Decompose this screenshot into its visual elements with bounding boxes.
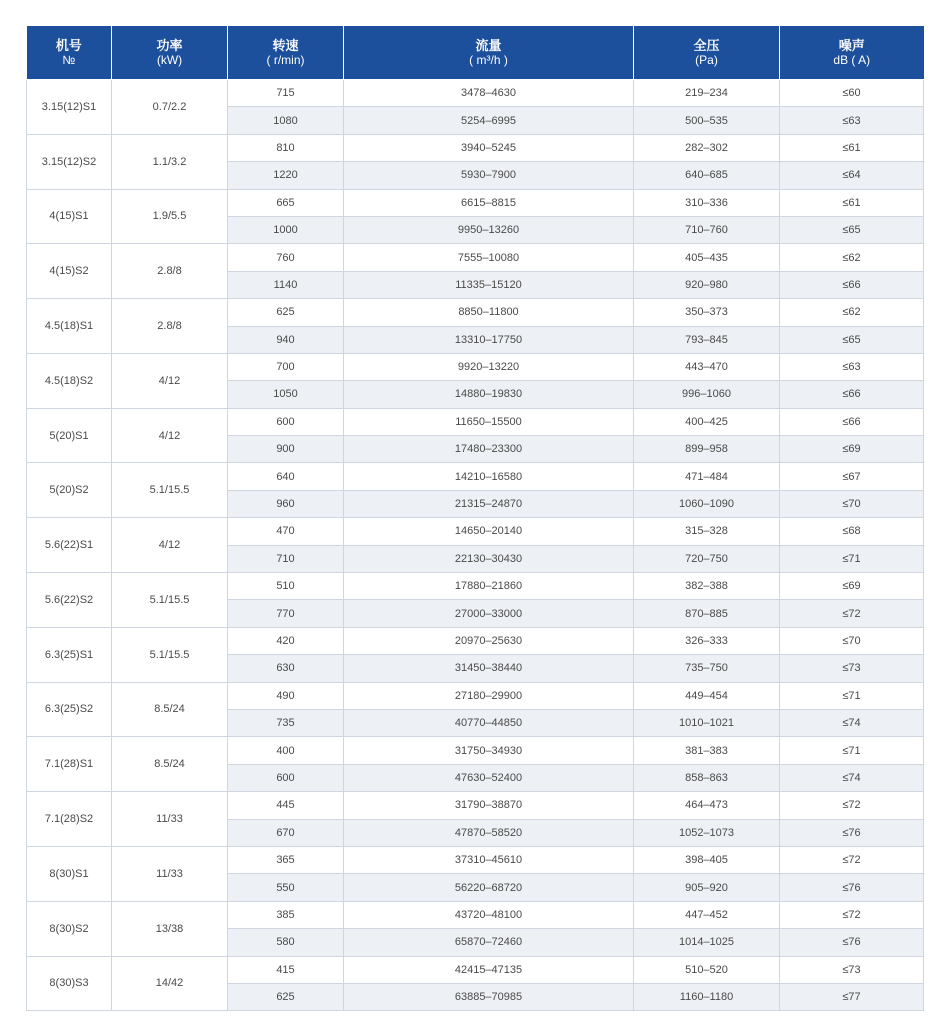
cell-flow: 20970–25630 — [344, 627, 634, 654]
cell-model: 5.6(22)S1 — [27, 518, 112, 573]
cell-speed: 700 — [228, 353, 344, 380]
cell-flow: 17880–21860 — [344, 573, 634, 600]
cell-pressure: 398–405 — [634, 846, 780, 873]
cell-noise: ≤72 — [780, 901, 924, 928]
cell-pressure: 326–333 — [634, 627, 780, 654]
cell-flow: 27000–33000 — [344, 600, 634, 627]
cell-noise: ≤71 — [780, 545, 924, 572]
cell-flow: 9920–13220 — [344, 353, 634, 380]
table-row — [27, 80, 924, 107]
table-row — [27, 792, 924, 819]
cell-power: 2.8/8 — [112, 244, 228, 299]
cell-flow: 43720–48100 — [344, 901, 634, 928]
cell-flow: 14210–16580 — [344, 463, 634, 490]
cell-noise: ≤61 — [780, 134, 924, 161]
cell-pressure: 471–484 — [634, 463, 780, 490]
cell-noise: ≤62 — [780, 244, 924, 271]
table-row — [27, 518, 924, 545]
cell-flow: 6615–8815 — [344, 189, 634, 216]
cell-model: 4.5(18)S1 — [27, 299, 112, 354]
table-row — [27, 353, 924, 380]
header-noise — [780, 26, 924, 80]
cell-pressure: 350–373 — [634, 299, 780, 326]
cell-speed: 640 — [228, 463, 344, 490]
cell-noise: ≤76 — [780, 874, 924, 901]
cell-flow: 21315–24870 — [344, 490, 634, 517]
cell-power: 8.5/24 — [112, 737, 228, 792]
cell-flow: 56220–68720 — [344, 874, 634, 901]
cell-flow: 37310–45610 — [344, 846, 634, 873]
table-row — [27, 956, 924, 983]
cell-model: 4.5(18)S2 — [27, 353, 112, 408]
cell-noise: ≤69 — [780, 573, 924, 600]
cell-model: 6.3(25)S2 — [27, 682, 112, 737]
cell-flow: 5254–6995 — [344, 107, 634, 134]
cell-noise: ≤62 — [780, 299, 924, 326]
cell-speed: 715 — [228, 80, 344, 107]
cell-flow: 7555–10080 — [344, 244, 634, 271]
cell-model: 8(30)S2 — [27, 901, 112, 956]
cell-speed: 810 — [228, 134, 344, 161]
cell-speed: 1080 — [228, 107, 344, 134]
cell-noise: ≤60 — [780, 80, 924, 107]
cell-noise: ≤65 — [780, 216, 924, 243]
table-row — [27, 901, 924, 928]
cell-flow: 14650–20140 — [344, 518, 634, 545]
cell-pressure: 500–535 — [634, 107, 780, 134]
cell-pressure: 735–750 — [634, 655, 780, 682]
cell-pressure: 920–980 — [634, 271, 780, 298]
table-row — [27, 682, 924, 709]
header-power — [112, 26, 228, 80]
cell-power: 4/12 — [112, 353, 228, 408]
cell-speed: 670 — [228, 819, 344, 846]
cell-noise: ≤69 — [780, 436, 924, 463]
cell-pressure: 858–863 — [634, 764, 780, 791]
cell-model: 3.15(12)S1 — [27, 80, 112, 135]
cell-speed: 1000 — [228, 216, 344, 243]
cell-model: 7.1(28)S2 — [27, 792, 112, 847]
header-model — [27, 26, 112, 80]
cell-pressure: 720–750 — [634, 545, 780, 572]
table-row — [27, 189, 924, 216]
cell-flow: 31450–38440 — [344, 655, 634, 682]
cell-flow: 3478–4630 — [344, 80, 634, 107]
cell-pressure: 464–473 — [634, 792, 780, 819]
cell-flow: 9950–13260 — [344, 216, 634, 243]
header-flow — [344, 26, 634, 80]
cell-model: 4(15)S1 — [27, 189, 112, 244]
cell-flow: 63885–70985 — [344, 983, 634, 1010]
cell-speed: 960 — [228, 490, 344, 517]
cell-pressure: 443–470 — [634, 353, 780, 380]
cell-flow: 14880–19830 — [344, 381, 634, 408]
table-row — [27, 408, 924, 435]
cell-noise: ≤72 — [780, 792, 924, 819]
cell-pressure: 1014–1025 — [634, 929, 780, 956]
cell-noise: ≤65 — [780, 326, 924, 353]
cell-power: 5.1/15.5 — [112, 627, 228, 682]
cell-pressure: 1010–1021 — [634, 709, 780, 736]
cell-pressure: 640–685 — [634, 162, 780, 189]
cell-speed: 710 — [228, 545, 344, 572]
header-speed-title: 转速 — [272, 37, 299, 53]
cell-flow: 3940–5245 — [344, 134, 634, 161]
table-row — [27, 244, 924, 271]
cell-pressure: 870–885 — [634, 600, 780, 627]
cell-noise: ≤67 — [780, 463, 924, 490]
table-row — [27, 134, 924, 161]
cell-flow: 47630–52400 — [344, 764, 634, 791]
cell-speed: 900 — [228, 436, 344, 463]
cell-flow: 22130–30430 — [344, 545, 634, 572]
cell-flow: 11650–15500 — [344, 408, 634, 435]
cell-speed: 665 — [228, 189, 344, 216]
cell-noise: ≤71 — [780, 737, 924, 764]
cell-noise: ≤66 — [780, 381, 924, 408]
header-model-title: 机号 — [55, 37, 82, 53]
table-row — [27, 299, 924, 326]
table-body — [27, 80, 924, 1011]
cell-flow: 11335–15120 — [344, 271, 634, 298]
cell-flow: 40770–44850 — [344, 709, 634, 736]
cell-pressure: 996–1060 — [634, 381, 780, 408]
cell-speed: 385 — [228, 901, 344, 928]
cell-model: 6.3(25)S1 — [27, 627, 112, 682]
cell-pressure: 1052–1073 — [634, 819, 780, 846]
header-pressure — [634, 26, 780, 80]
cell-pressure: 899–958 — [634, 436, 780, 463]
cell-flow: 5930–7900 — [344, 162, 634, 189]
cell-model: 7.1(28)S1 — [27, 737, 112, 792]
table-row — [27, 463, 924, 490]
cell-pressure: 449–454 — [634, 682, 780, 709]
table-row — [27, 846, 924, 873]
cell-noise: ≤73 — [780, 655, 924, 682]
cell-power: 2.8/8 — [112, 299, 228, 354]
cell-speed: 1140 — [228, 271, 344, 298]
cell-noise: ≤74 — [780, 764, 924, 791]
header-speed-unit: ( r/min) — [266, 52, 305, 67]
cell-speed: 630 — [228, 655, 344, 682]
cell-speed: 580 — [228, 929, 344, 956]
cell-speed: 510 — [228, 573, 344, 600]
cell-model: 8(30)S1 — [27, 846, 112, 901]
cell-power: 11/33 — [112, 846, 228, 901]
cell-pressure: 1160–1180 — [634, 983, 780, 1010]
cell-power: 4/12 — [112, 518, 228, 573]
cell-power: 11/33 — [112, 792, 228, 847]
cell-speed: 365 — [228, 846, 344, 873]
cell-model: 5.6(22)S2 — [27, 573, 112, 628]
cell-speed: 490 — [228, 682, 344, 709]
cell-flow: 65870–72460 — [344, 929, 634, 956]
header-pressure-title: 全压 — [693, 37, 720, 53]
cell-noise: ≤68 — [780, 518, 924, 545]
cell-pressure: 710–760 — [634, 216, 780, 243]
cell-speed: 400 — [228, 737, 344, 764]
cell-model: 4(15)S2 — [27, 244, 112, 299]
cell-noise: ≤72 — [780, 600, 924, 627]
header-flow-unit: ( m³/h ) — [469, 52, 508, 67]
cell-pressure: 310–336 — [634, 189, 780, 216]
cell-pressure: 793–845 — [634, 326, 780, 353]
cell-speed: 625 — [228, 983, 344, 1010]
cell-speed: 600 — [228, 408, 344, 435]
cell-power: 5.1/15.5 — [112, 463, 228, 518]
header-power-title: 功率 — [156, 37, 183, 53]
cell-model: 5(20)S1 — [27, 408, 112, 463]
cell-noise: ≤71 — [780, 682, 924, 709]
header-model-unit: № — [62, 52, 76, 67]
cell-power: 13/38 — [112, 901, 228, 956]
cell-pressure: 447–452 — [634, 901, 780, 928]
cell-speed: 625 — [228, 299, 344, 326]
cell-pressure: 400–425 — [634, 408, 780, 435]
cell-speed: 1220 — [228, 162, 344, 189]
fan-spec-table — [26, 26, 924, 1011]
cell-speed: 760 — [228, 244, 344, 271]
cell-model: 5(20)S2 — [27, 463, 112, 518]
cell-noise: ≤77 — [780, 983, 924, 1010]
cell-flow: 8850–11800 — [344, 299, 634, 326]
cell-power: 14/42 — [112, 956, 228, 1011]
cell-speed: 1050 — [228, 381, 344, 408]
cell-speed: 940 — [228, 326, 344, 353]
cell-noise: ≤74 — [780, 709, 924, 736]
cell-noise: ≤76 — [780, 819, 924, 846]
cell-pressure: 315–328 — [634, 518, 780, 545]
header-flow-title: 流量 — [475, 37, 502, 53]
cell-model: 8(30)S3 — [27, 956, 112, 1011]
cell-noise: ≤63 — [780, 107, 924, 134]
cell-speed: 770 — [228, 600, 344, 627]
cell-noise: ≤66 — [780, 271, 924, 298]
table-header — [27, 26, 924, 80]
cell-speed: 735 — [228, 709, 344, 736]
header-noise-title: 噪声 — [838, 37, 865, 53]
header-speed — [228, 26, 344, 80]
cell-speed: 420 — [228, 627, 344, 654]
cell-noise: ≤63 — [780, 353, 924, 380]
cell-pressure: 382–388 — [634, 573, 780, 600]
cell-noise: ≤76 — [780, 929, 924, 956]
cell-power: 5.1/15.5 — [112, 573, 228, 628]
cell-flow: 17480–23300 — [344, 436, 634, 463]
cell-pressure: 282–302 — [634, 134, 780, 161]
table-row — [27, 737, 924, 764]
cell-pressure: 1060–1090 — [634, 490, 780, 517]
cell-noise: ≤70 — [780, 490, 924, 517]
cell-noise: ≤61 — [780, 189, 924, 216]
cell-flow: 31790–38870 — [344, 792, 634, 819]
cell-speed: 600 — [228, 764, 344, 791]
header-row — [27, 26, 924, 80]
cell-flow: 13310–17750 — [344, 326, 634, 353]
cell-power: 8.5/24 — [112, 682, 228, 737]
cell-speed: 415 — [228, 956, 344, 983]
cell-speed: 550 — [228, 874, 344, 901]
cell-power: 1.9/5.5 — [112, 189, 228, 244]
cell-flow: 27180–29900 — [344, 682, 634, 709]
header-power-unit: (kW) — [156, 52, 183, 67]
cell-noise: ≤64 — [780, 162, 924, 189]
cell-power: 0.7/2.2 — [112, 80, 228, 135]
cell-noise: ≤72 — [780, 846, 924, 873]
cell-pressure: 405–435 — [634, 244, 780, 271]
cell-pressure: 905–920 — [634, 874, 780, 901]
cell-power: 1.1/3.2 — [112, 134, 228, 189]
cell-pressure: 510–520 — [634, 956, 780, 983]
header-noise-unit: dB ( A) — [833, 52, 871, 67]
header-pressure-unit: (Pa) — [695, 52, 718, 67]
cell-noise: ≤73 — [780, 956, 924, 983]
cell-pressure: 381–383 — [634, 737, 780, 764]
cell-speed: 470 — [228, 518, 344, 545]
cell-flow: 47870–58520 — [344, 819, 634, 846]
cell-flow: 31750–34930 — [344, 737, 634, 764]
cell-speed: 445 — [228, 792, 344, 819]
cell-pressure: 219–234 — [634, 80, 780, 107]
table-row — [27, 573, 924, 600]
cell-noise: ≤70 — [780, 627, 924, 654]
cell-flow: 42415–47135 — [344, 956, 634, 983]
cell-noise: ≤66 — [780, 408, 924, 435]
cell-model: 3.15(12)S2 — [27, 134, 112, 189]
table-row — [27, 627, 924, 654]
cell-power: 4/12 — [112, 408, 228, 463]
